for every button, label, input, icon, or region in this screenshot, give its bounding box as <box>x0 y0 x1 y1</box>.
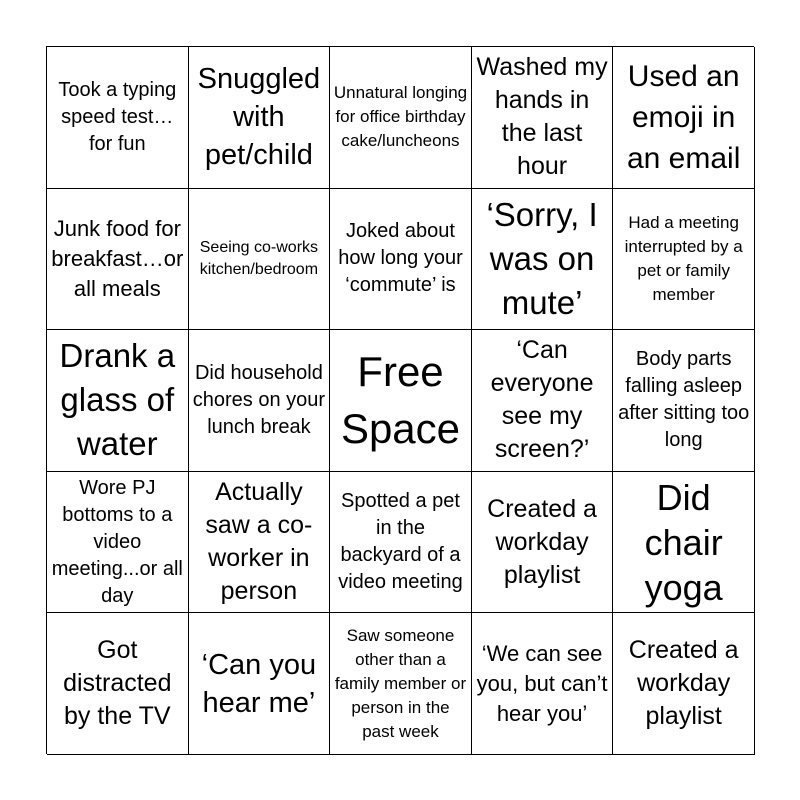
bingo-cell-r2c3[interactable] <box>330 189 472 331</box>
bingo-cell-r2c1[interactable] <box>47 189 189 331</box>
cell-text: Saw someone other than a family member or person in the past week <box>334 625 467 741</box>
cell-text: Junk food for breakfast…or all meals <box>51 215 184 301</box>
cell-text: Joked about how long your ‘commute’ is <box>338 220 463 297</box>
cell-text: Created a workday playlist <box>487 494 597 589</box>
bingo-cell-r3c1[interactable] <box>47 330 189 472</box>
cell-text: Got distracted by the TV <box>63 636 172 731</box>
cell-text: Did chair yoga <box>644 476 723 608</box>
cell-text: Did household chores on your lunch break <box>192 361 326 438</box>
cell-text: Body parts falling asleep after sitting too long <box>618 348 750 452</box>
cell-text: Seeing co-works kitchen/bedroom <box>199 238 319 278</box>
cell-text: Created a workday playlist <box>628 636 739 731</box>
cell-text: ‘Can you hear me’ <box>201 648 317 719</box>
cell-text: ‘Can everyone see my screen?’ <box>490 336 594 464</box>
bingo-cell-r5c1[interactable] <box>47 613 189 755</box>
bingo-cell-r5c2[interactable] <box>189 613 331 755</box>
bingo-cell-r5c3[interactable] <box>330 613 472 755</box>
bingo-cell-r4c1[interactable] <box>47 472 189 614</box>
bingo-cell-r4c3[interactable] <box>330 472 472 614</box>
cell-text: ‘We can see you, but can’t hear you’ <box>476 640 608 726</box>
cell-text: ‘Sorry, I was on mute’ <box>486 195 598 321</box>
cell-text: Used an emoji in an email <box>626 59 741 175</box>
bingo-board <box>46 46 754 754</box>
cell-text: Drank a glass of water <box>59 337 176 463</box>
cell-text: Had a meeting interrupted by a pet or family member <box>624 212 743 304</box>
cell-text: Actually saw a co-worker in person <box>205 478 313 606</box>
cell-text: Took a typing speed test…for fun <box>58 78 177 155</box>
bingo-cell-r1c4[interactable] <box>472 47 614 189</box>
bingo-cell-r2c5[interactable] <box>613 189 755 331</box>
cell-text: Free Space <box>340 348 461 453</box>
cell-text: Snuggled with pet/child <box>197 63 321 172</box>
bingo-cell-r3c2[interactable] <box>189 330 331 472</box>
bingo-cell-r2c4[interactable] <box>472 189 614 331</box>
bingo-cell-r5c4[interactable] <box>472 613 614 755</box>
cell-text: Wore PJ bottoms to a video meeting...or all day <box>51 476 183 607</box>
bingo-cell-r1c2[interactable] <box>189 47 331 189</box>
bingo-cell-r3c5[interactable] <box>613 330 755 472</box>
free-space-cell[interactable] <box>330 330 472 472</box>
cell-text: Spotted a pet in the backyard of a video meeting <box>338 490 463 594</box>
bingo-cell-r4c2[interactable] <box>189 472 331 614</box>
bingo-cell-r2c2[interactable] <box>189 189 331 331</box>
bingo-cell-r5c5[interactable] <box>613 613 755 755</box>
cell-text: Washed my hands in the last hour <box>476 53 608 181</box>
cell-text: Unnatural longing for office birthday cake/luncheons <box>333 83 468 151</box>
bingo-cell-r1c1[interactable] <box>47 47 189 189</box>
bingo-cell-r4c4[interactable] <box>472 472 614 614</box>
bingo-cell-r4c5[interactable] <box>613 472 755 614</box>
bingo-cell-r3c4[interactable] <box>472 330 614 472</box>
bingo-cell-r1c5[interactable] <box>613 47 755 189</box>
bingo-cell-r1c3[interactable] <box>330 47 472 189</box>
